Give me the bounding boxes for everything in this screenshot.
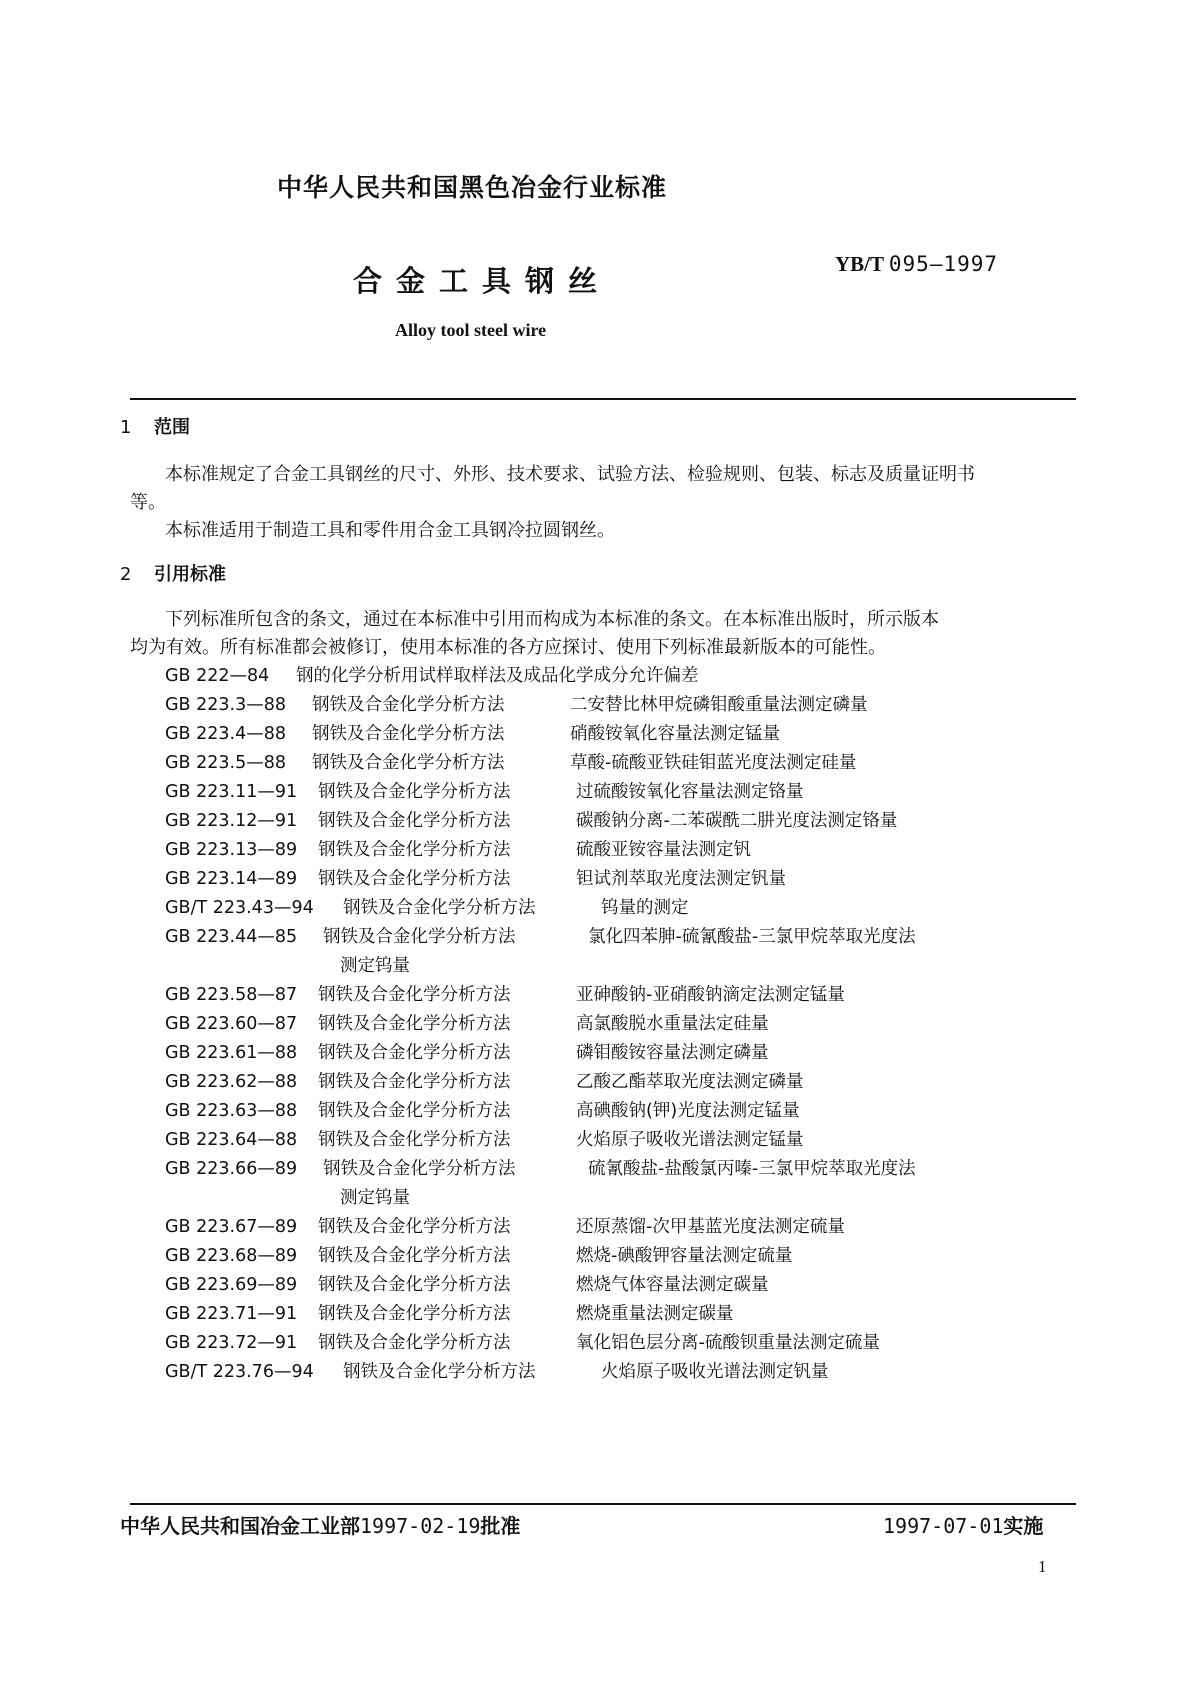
ref-item: GB 223.5—88 钢铁及合金化学分析方法 草酸-硫酸亚铁硅钼蓝光度法测定硅量 [165, 753, 857, 773]
section-1-para-2: 本标准适用于制造工具和零件用合金工具钢冷拉圆钢丝。 [165, 520, 615, 541]
ref-item: GB 223.72—91 钢铁及合金化学分析方法 氧化铝色层分离-硫酸钡重量法测定硫量 [165, 1333, 880, 1353]
document-title-en: Alloy tool steel wire [395, 320, 547, 340]
ref-item: GB 223.4—88 钢铁及合金化学分析方法 硝酸铵氧化容量法测定锰量 [165, 724, 780, 744]
page-number: 1 [1038, 1557, 1047, 1576]
ref-item: GB/T 223.76—94 钢铁及合金化学分析方法 火焰原子吸收光谱法测定钒量 [165, 1362, 829, 1382]
section-2-heading [120, 560, 226, 586]
ref-item: GB 223.66—89 钢铁及合金化学分析方法 硫氰酸盐-盐酸氯丙嗪-三氯甲烷萃取光度法 [165, 1159, 916, 1179]
section-2-intro-line-2: 均为有效。所有标准都会被修订，使用本标准的各方应探讨、使用下列标准最新版本的可能性。 [130, 637, 886, 658]
section-1-title: 范围 [154, 417, 190, 438]
ref-item: GB 223.67—89 钢铁及合金化学分析方法 还原蒸馏-次甲基蓝光度法测定硫量 [165, 1217, 845, 1237]
ref-item: GB 223.71—91 钢铁及合金化学分析方法 燃烧重量法测定碳量 [165, 1304, 734, 1324]
effective-date: 1997-07-01 [883, 1514, 1004, 1538]
ref-item: GB 223.68—89 钢铁及合金化学分析方法 燃烧-碘酸钾容量法测定硫量 [165, 1246, 793, 1266]
ref-item: GB 223.14—89 钢铁及合金化学分析方法 钽试剂萃取光度法测定钒量 [165, 869, 786, 889]
standard-code-prefix: YB/T [835, 252, 889, 276]
ref-item: GB 223.12—91 钢铁及合金化学分析方法 碳酸钠分离-二苯碳酰二肼光度法测定铬量 [165, 811, 898, 831]
footer-divider [130, 1503, 1076, 1505]
ref-item: GB 223.69—89 钢铁及合金化学分析方法 燃烧气体容量法测定碳量 [165, 1275, 769, 1295]
standard-code-number: 095—1997 [888, 252, 999, 276]
ref-item: GB 223.60—87 钢铁及合金化学分析方法 高氯酸脱水重量法定硅量 [165, 1014, 769, 1034]
ref-item: GB 223.3—88 钢铁及合金化学分析方法 二安替比林甲烷磷钼酸重量法测定磷量 [165, 695, 868, 715]
section-1-para-1-line-1: 本标准规定了合金工具钢丝的尺寸、外形、技术要求、试验方法、检验规则、包装、标志及质量证明书 [165, 464, 975, 485]
ref-item: GB 223.63—88 钢铁及合金化学分析方法 高碘酸钠(钾)光度法测定锰量 [165, 1101, 800, 1121]
ref-item: GB 223.58—87 钢铁及合金化学分析方法 亚砷酸钠-亚硝酸钠滴定法测定锰量 [165, 985, 845, 1005]
approval-suffix: 批准 [480, 1514, 521, 1538]
ref-item-continuation: 测定钨量 [340, 1188, 410, 1208]
approval-line [120, 1510, 520, 1539]
section-1-heading [120, 413, 190, 439]
ref-item: GB 223.13—89 钢铁及合金化学分析方法 硫酸亚铵容量法测定钒 [165, 840, 751, 860]
ref-item: GB 223.44—85 钢铁及合金化学分析方法 氯化四苯胂-硫氰酸盐-三氯甲烷萃取光度法 [165, 927, 916, 947]
industry-standard-heading: 中华人民共和国黑色冶金行业标准 [277, 173, 668, 202]
ref-item: GB 223.64—88 钢铁及合金化学分析方法 火焰原子吸收光谱法测定锰量 [165, 1130, 804, 1150]
ref-item: GB 223.61—88 钢铁及合金化学分析方法 磷钼酸铵容量法测定磷量 [165, 1043, 769, 1063]
approval-date: 1997-02-19 [360, 1514, 481, 1538]
ref-item-continuation: 测定钨量 [340, 956, 410, 976]
document-title-cn: 合金工具钢丝 [353, 264, 612, 298]
effective-line [883, 1510, 1043, 1539]
section-2-intro-line-1: 下列标准所包含的条文，通过在本标准中引用而构成为本标准的条文。在本标准出版时，所示版本 [165, 609, 939, 630]
ref-item: GB 222—84 钢的化学分析用试样取样法及成品化学成分允许偏差 [165, 666, 699, 686]
approval-org: 中华人民共和国冶金工业部 [120, 1514, 360, 1538]
section-1-para-1-line-2: 等。 [130, 492, 166, 513]
standard-code [835, 252, 998, 277]
effective-suffix: 实施 [1003, 1514, 1044, 1538]
section-1-number: 1 [120, 417, 132, 438]
ref-item: GB 223.11—91 钢铁及合金化学分析方法 过硫酸铵氧化容量法测定铬量 [165, 782, 804, 802]
section-2-number: 2 [120, 564, 132, 585]
ref-item: GB/T 223.43—94 钢铁及合金化学分析方法 钨量的测定 [165, 898, 689, 918]
section-2-title: 引用标准 [154, 564, 226, 585]
ref-item: GB 223.62—88 钢铁及合金化学分析方法 乙酸乙酯萃取光度法测定磷量 [165, 1072, 804, 1092]
header-divider [130, 398, 1076, 400]
